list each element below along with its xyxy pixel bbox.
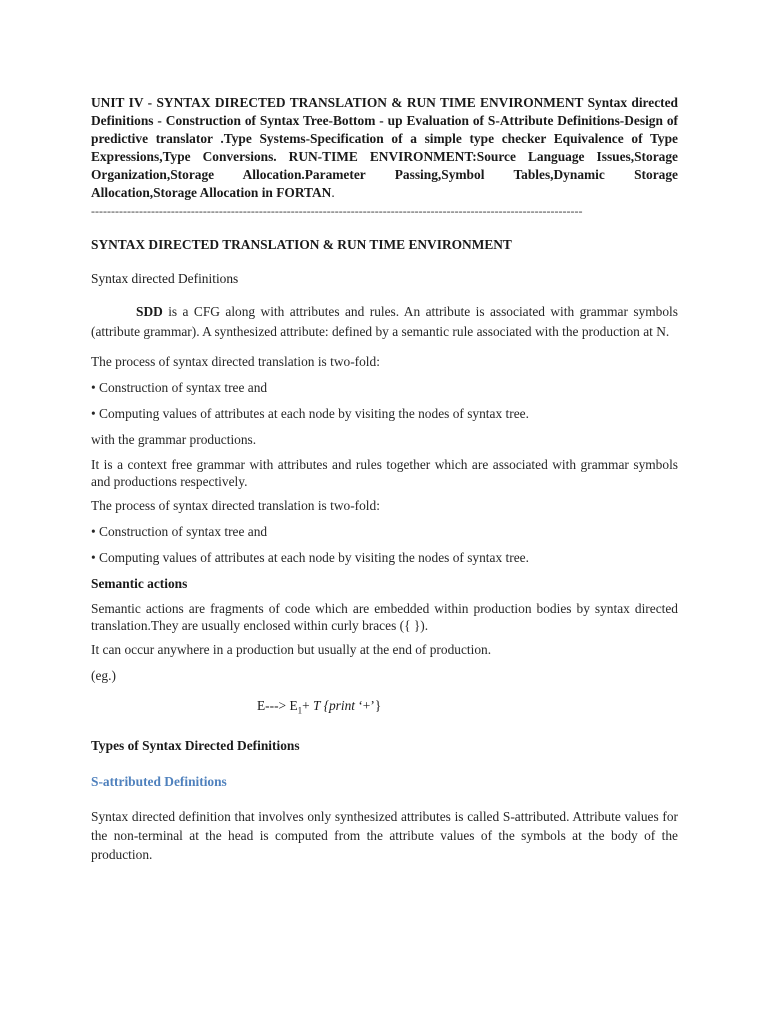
semantic-paragraph: Semantic actions are fragments of code which are embedded within production bodies by syntax directed translation.They are usually enclosed within curly braces ({ }). [91, 601, 678, 633]
syllabus-block [91, 94, 678, 202]
formula-lhs: E---> E [257, 698, 298, 713]
grammar-line: with the grammar productions. [91, 432, 257, 447]
bullet-construction-2: • Construction of syntax tree and [91, 524, 268, 539]
sdd-text: is a CFG along with attributes and rules. An attribute is associated with grammar symbols (attribute grammar). A synthesized attribute: defined by a semantic rule associated with the production at N. [91, 304, 678, 339]
section-heading: SYNTAX DIRECTED TRANSLATION & RUN TIME ENVIRONMENT [91, 237, 512, 252]
process-intro-2: The process of syntax directed translation is two-fold: [91, 498, 380, 513]
cfg-paragraph: It is a context free grammar with attributes and rules together which are associated with grammar symbols and productions respectively. [91, 457, 678, 489]
occur-paragraph: It can occur anywhere in a production but usually at the end of production. [91, 642, 492, 657]
subheading: Syntax directed Definitions [91, 271, 239, 286]
formula-action: T {print [313, 698, 355, 713]
syllabus-text: UNIT IV - SYNTAX DIRECTED TRANSLATION & RUN TIME ENVIRONMENT Syntax directed Definitions - Construction of Syntax Tree-Bottom - up Evaluation of S-Attribute Definitions-Design of predictive translator .Type Systems-Specification of a simple type checker Equivalence of Type Expressions,Type Conversions. RUN-TIME ENVIRONMENT:Source Language Issues,Storage Organization,Storage Allocation.Parameter Passing,Symbol Tables,Dynamic Storage Allocation,Storage Allocation in FORTAN [91, 95, 678, 200]
s-attributed-paragraph: Syntax directed definition that involves only synthesized attributes is called S-attributed. Attribute values for the non-terminal at the head is computed from the attribute values of the symbols at the body of the production. [91, 808, 678, 862]
formula-plus: + [302, 698, 314, 713]
semantic-actions-heading: Semantic actions [91, 576, 188, 591]
formula-subscript: 1 [297, 705, 303, 716]
sdd-term: SDD [136, 304, 163, 319]
process-intro-1: The process of syntax directed translation is two-fold: [91, 354, 380, 369]
s-attributed-heading: S-attributed Definitions [91, 773, 227, 789]
formula-rest: ‘+’} [355, 698, 382, 713]
bullet-computing-1: • Computing values of attributes at each node by visiting the nodes of syntax tree. [91, 406, 529, 421]
types-heading: Types of Syntax Directed Definitions [91, 737, 300, 753]
bullet-computing-2: • Computing values of attributes at each node by visiting the nodes of syntax tree. [91, 550, 529, 565]
sdd-paragraph [91, 302, 678, 342]
example-label: (eg.) [91, 668, 116, 683]
syllabus-period: . [331, 185, 335, 200]
document-content [91, 94, 678, 864]
production-formula [91, 696, 678, 721]
separator-line: --------------------------------------------------------------------------------------------------------------------------- [91, 204, 583, 218]
bullet-construction-1: • Construction of syntax tree and [91, 380, 268, 395]
